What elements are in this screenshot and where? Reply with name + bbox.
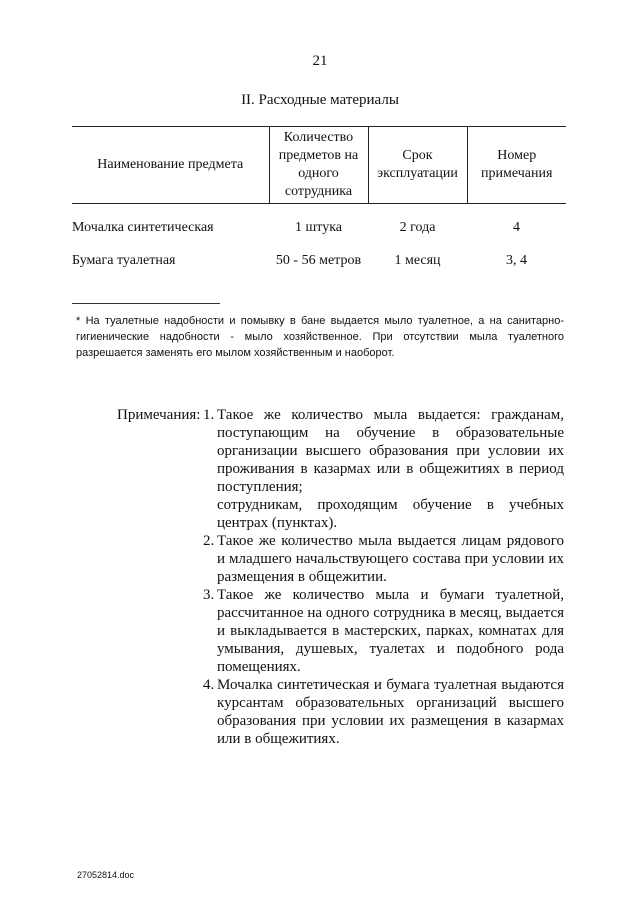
header-note-number: Номер примечания [467,127,566,204]
footnote: * На туалетные надобности и помывку в бане выдается мыло туалетное, а на санитарно-гигиенические надобности - мыло хозяйственное. При отсутствии мыла туалетного разрешается заменять его мылом хозяйственным и наоборот. [76,315,564,359]
notes-list [203,406,564,748]
note-text: Такое же количество мыла и бумаги туалетной, рассчитанное на одного сотрудника в месяц, выдается и выкладывается в мастерских, парках, комнатах для умывания, душевых, туалетах и подобного рода помещениях. [217,587,564,675]
cell-note-number: 4 [513,220,520,235]
footnote-separator [72,303,220,304]
note-text: Такое же количество мыла выдается: гражданам, поступающим на обучение в образовательные организации высшего образования при условии их проживания в казармах или в общежитиях в период поступления; [217,407,564,495]
cell-service-life: 2 года [399,220,436,235]
note-number: 2. [203,533,215,549]
section-title: II. Расходные материалы [241,92,399,108]
document-filename: 27052814.doc [77,870,135,880]
cell-item-name: Мочалка синтетическая [72,220,214,235]
note-text: сотрудникам, проходящим обучение в учебных центрах (пунктах). [217,497,564,531]
table-row [72,242,566,280]
consumables-table [72,126,566,280]
note-item [203,676,564,748]
cell-note-number: 3, 4 [506,253,527,268]
note-text: Мочалка синтетическая и бумага туалетная выдаются курсантам образовательных организаций высшего образования при условии их размещения в казармах или в общежитиях. [217,677,564,747]
cell-quantity: 1 штука [294,220,343,235]
table-row [72,204,566,243]
note-number: 3. [203,587,215,603]
note-text: Такое же количество мыла выдается лицам рядового и младшего начальствующего состава при условии их размещения в общежитии. [217,533,564,585]
table-header-row [72,127,566,204]
note-item [203,406,564,532]
page-number: 21 [312,53,328,69]
notes-label: Примечания: [117,407,201,423]
cell-quantity: 50 - 56 метров [275,253,362,268]
cell-item-name: Бумага туалетная [72,253,176,268]
note-item [203,532,564,586]
note-number: 4. [203,677,215,693]
header-quantity: Количество предметов на одного сотрудника [269,127,368,204]
cell-service-life: 1 месяц [394,253,441,268]
header-service-life: Срок эксплуатации [368,127,467,204]
note-item [203,586,564,676]
header-item-name: Наименование предмета [72,127,269,204]
note-number: 1. [203,407,215,423]
